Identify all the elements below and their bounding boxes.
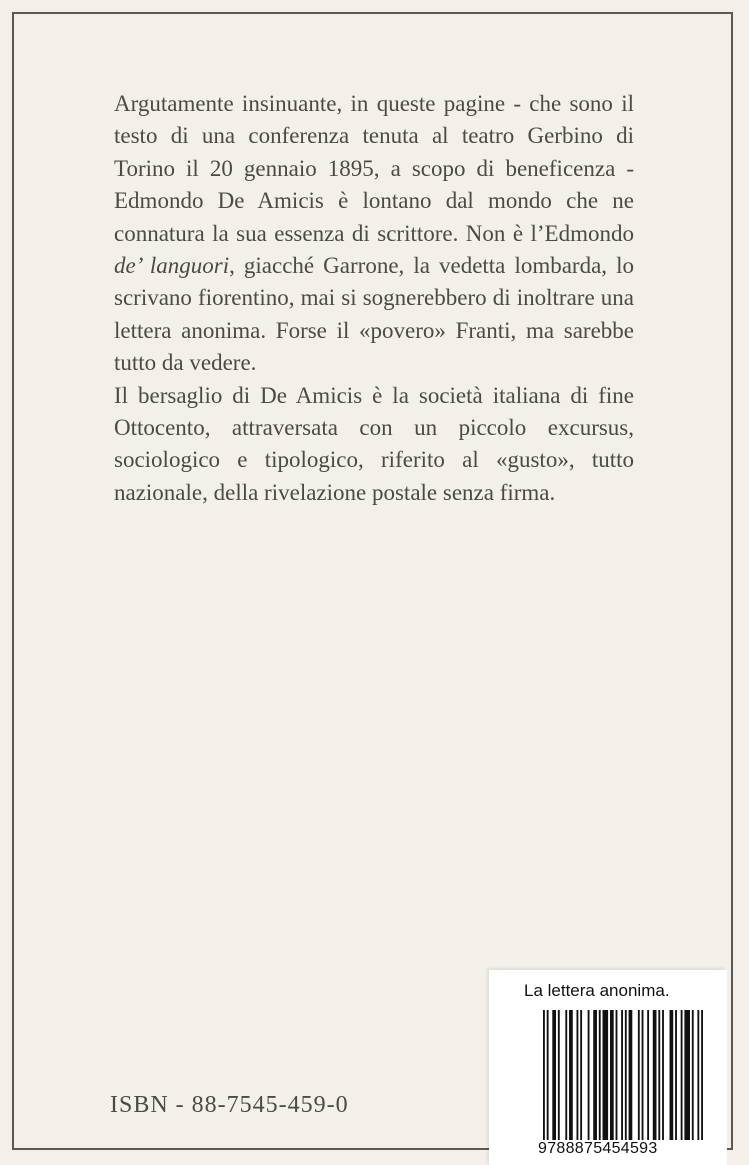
barcode-bar <box>625 1010 627 1140</box>
blurb-italic-phrase: de’ languori <box>114 253 230 279</box>
barcode-bar <box>543 1010 545 1140</box>
barcode-bar <box>684 1010 690 1140</box>
barcode-sticker <box>489 970 727 1165</box>
barcode-bar <box>593 1010 597 1140</box>
barcode-bar <box>621 1010 623 1140</box>
barcode-bar <box>580 1010 582 1140</box>
barcode-bar <box>642 1010 644 1140</box>
blurb-text <box>114 88 634 509</box>
barcode-title: La lettera anonima. <box>524 981 670 1000</box>
barcode-bar <box>565 1010 567 1140</box>
barcode-bar <box>653 1010 657 1140</box>
barcode-number: 9788875454593 <box>538 1140 658 1157</box>
barcode-bars <box>543 1010 703 1140</box>
barcode-bar <box>658 1010 660 1140</box>
barcode-bar <box>610 1010 614 1140</box>
barcode-bar <box>547 1010 549 1140</box>
barcode-bar <box>638 1010 640 1140</box>
barcode-bar <box>629 1010 633 1140</box>
barcode-bar <box>675 1010 677 1140</box>
blurb-paragraph-2: Il bersaglio di De Amicis è la società italiana di fine Ottocento, attraversata con un piccolo excursus, sociologico e tipologico, riferito al «gusto», tutto nazionale, della rivelazione postale senza firma. <box>114 382 634 505</box>
blurb-paragraph-1-start: Argutamente insinuante, in queste pagine - che sono il testo di una conferenza tenuta al teatro Gerbino di Torino il 20 gennaio 1895, a scopo di beneficenza - Edmondo De Amicis è lontano dal mondo che ne connatura la sua essenza di scrittore. Non è l’Edmondo <box>114 91 634 246</box>
barcode-bar <box>552 1010 556 1140</box>
barcode-bar <box>697 1010 699 1140</box>
barcode-bar <box>569 1010 573 1140</box>
barcode-bar <box>603 1010 609 1140</box>
barcode-bar <box>588 1010 590 1140</box>
barcode-bar <box>647 1010 649 1140</box>
barcode-bar <box>692 1010 694 1140</box>
blurb-paragraph-1 <box>114 88 634 380</box>
barcode-bar <box>681 1010 683 1140</box>
barcode-bar <box>662 1010 664 1140</box>
blurb-paragraph-1-end: , giacché Garrone, la vedetta lombarda, lo scrivano fiorentino, mai si sognerebbero di inoltrare una lettera anonima. Forse il «povero» Franti, ma sarebbe tutto da vedere. <box>114 253 634 376</box>
barcode-bar <box>558 1010 560 1140</box>
barcode-bar <box>576 1010 578 1140</box>
barcode-bar <box>701 1010 703 1140</box>
isbn-line: ISBN - 88-7545-459-0 <box>110 1092 349 1118</box>
barcode-bar <box>670 1010 674 1140</box>
barcode-bar <box>616 1010 618 1140</box>
barcode-bar <box>599 1010 601 1140</box>
